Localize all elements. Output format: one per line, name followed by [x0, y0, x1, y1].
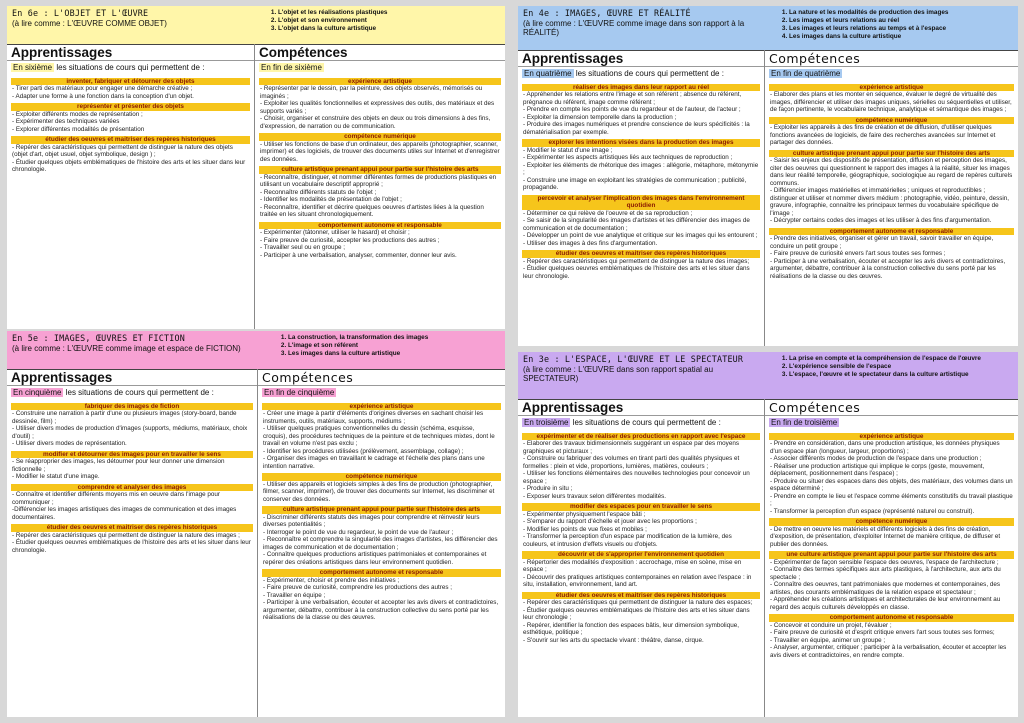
apprentissages-sections: [518, 433, 764, 645]
apprentissages-lead: [518, 67, 764, 81]
themes-list: [763, 352, 1018, 379]
theme-item: 3. L'espace, l'œuvre et le spectateur dans la culture artistique: [789, 371, 1014, 379]
section-heading: réaliser des images dans leur rapport au réel: [522, 84, 760, 92]
competences-column: [765, 399, 1018, 717]
lead-text: les situations de cours qui permettent de :: [65, 388, 214, 397]
section: [769, 518, 1014, 548]
panel-title: En 3e : L'ESPACE, L'ŒUVRE ET LE SPECTATEUR: [523, 354, 744, 364]
level-highlight: En quatrième: [524, 69, 572, 78]
section-text: - Concevoir et conduire un projet, l'évaluer ; - Faire preuve de curiosité et d'esprit critique envers l'art sous toutes ses formes; - Travailler en équipe, animer un groupe ; - Analyser, argumenter, critiquer ; participer à la verbalisation, écouter et accepter les avis divers et contradictoires, en rendre compte.: [770, 621, 1007, 659]
level-highlight: En fin de troisième: [771, 418, 838, 427]
section-text: - Expérimenter (tâtonner, utiliser le hasard) et choisir ; - Faire preuve de curiosité, accepter les productions des autres ; - Travailler seul ou en groupe ; - Participer à une verbalisation, analyser, commenter, donner leur avis.: [260, 229, 457, 259]
section-heading: inventer, fabriquer et détourner des objets: [11, 78, 250, 86]
section: [11, 136, 250, 174]
apprentissages-heading: Apprentissages: [7, 44, 254, 61]
section: [522, 84, 760, 137]
apprentissages-column: [518, 50, 764, 346]
theme-item: 1. La nature et les modalités de production des images: [789, 9, 1014, 17]
panel-troisieme: [518, 352, 1018, 717]
competences-heading: Compétences: [258, 369, 505, 386]
apprentissages-column: [7, 44, 254, 329]
section: [769, 614, 1014, 659]
theme-item: 3. Les images et leurs relations au temps et à l'espace: [789, 25, 1014, 33]
section-text: - Repérer des caractéristiques qui permettent de distinguer la nature des espaces; - Étudier quelques oeuvres emblématiques de l'histoire des arts et les situer dans leur chronologie ; - Repérer, identifier la fonction des espaces bâtis, leur dimension symbolique, esthétique, politique ; - S'ouvrir sur les arts du spectacle vivant : théâtre, danse, cirque.: [523, 599, 753, 644]
section: [11, 78, 250, 101]
section-text: - Expérimenter de façon sensible l'espace des oeuvres, l'espace de l'architecture ; - Connaître des termes spécifiques aux arts plastiques, à l'architecture, aux arts du spectacle ; - Connaître des oeuvres, tant patrimoniales que modernes et contemporaines, des artistes, des courants emblématiques de la relation espace et spectateur ; - Appréhender les créations artistiques et architecturales de leur environnement au regard des acquis culturels développés en classe.: [770, 558, 1001, 611]
section: [769, 84, 1014, 114]
competences-heading: Compétences: [765, 50, 1018, 67]
apprentissages-lead: [518, 416, 764, 430]
section: [522, 195, 760, 248]
competences-sections: [765, 84, 1018, 281]
panel-subtitle: (à lire comme : L'ŒUVRE comme image dans son rapport à la RÉALITÉ): [523, 18, 745, 37]
competences-lead: [255, 61, 505, 75]
apprentissages-column: [518, 399, 764, 717]
section: [522, 551, 760, 589]
section-heading: culture artistique prenant appui pour partie sur l'histoire des arts: [259, 166, 501, 174]
competences-lead: [765, 67, 1018, 81]
section-heading: culture artistique prenant appui pour partie sur l'histoire des arts: [769, 150, 1014, 158]
section-text: - Elaborer des plans et les monter en séquence, évaluer le degré de virtualité des images, différencier et utiliser des images uniques, sérielles ou séquentielles et utiliser, de façon pertinente, le vocabulaire technique, analytique et sémantique des images ;: [770, 91, 1012, 114]
panel-subtitle: (à lire comme : L'ŒUVRE comme image et espace de FICTION): [12, 343, 241, 353]
section-text: - Elaborer des travaux bidimensionnels suggérant un espace par des moyens graphiques et picturaux ; - Construire ou fabriquer des volumes en tirant parti des qualités physiques et formelles : plein et vide, proportions, lumières, matières, couleurs ; - Utiliser les fonctions élémentaires des nouvelles technologies pour concevoir un espace ; - Produire in situ ; - Exposer leurs travaux selon différentes modalités.: [523, 440, 750, 500]
competences-column: [258, 369, 505, 717]
section-heading: culture artistique prenant appui pour partie sur l'histoire des arts: [262, 506, 501, 514]
apprentissages-column: [7, 369, 257, 717]
themes-list: [262, 331, 505, 358]
competences-column: [765, 50, 1018, 346]
section: [522, 433, 760, 501]
competences-heading: Compétences: [765, 399, 1018, 416]
section-heading: expérience artistique: [769, 84, 1014, 92]
section-heading: compétence numérique: [259, 133, 501, 141]
section-text: - Discriminer différents statuts des images pour comprendre et réinvestir leurs diverses potentialités ; - Interroger le point de vue du regardeur, le point de vue de l'auteur ; - Reconnaître et comprendre la singularité des images d'artistes, les différencier des images de communication et de documentation ; - Connaître quelques productions artistiques patrimoniales et contemporaines et repérer des créations artistiques dans leur environnement quotidien.: [263, 513, 498, 566]
section-text: - Repérer des caractéristiques qui permettent de distinguer la nature des objets (objet d'art, objet usuel, objet symbolique, design ) ; - Étudier quelques objets emblématiques de l'histoire des arts et les situer dans leur chronologie.: [12, 143, 246, 174]
section-text: - Utiliser les fonctions de base d'un ordinateur, des appareils (photographier, scanner, imprimer) et des logiciels, de trouver des documents utiles sur Internet et d'enregistrer des données.: [260, 140, 500, 163]
section-text: - Reconnaître, distinguer, et nommer différentes formes de productions plastiques en utilisant un vocabulaire descriptif approprié ; - Reconnaître différents statuts de l'objet ; - Identifier les modalités de présentation de l'objet ; - Reconnaître, identifier et décrire quelques oeuvres d'artistes liées à la question traitée en les situant chronologiquement.: [260, 173, 497, 219]
section: [259, 166, 501, 219]
level-highlight: En fin de sixième: [261, 63, 322, 72]
theme-item: 2. L'objet et son environnement: [278, 17, 501, 25]
section: [262, 473, 501, 503]
section: [522, 592, 760, 645]
section: [522, 139, 760, 192]
section-heading: comportement autonome et responsable: [262, 569, 501, 577]
apprentissages-lead: [7, 386, 257, 400]
competences-sections: [765, 433, 1018, 660]
competences-heading: Compétences: [255, 44, 505, 61]
section: [259, 133, 501, 163]
themes-list: [252, 6, 505, 33]
competences-column: [255, 44, 505, 329]
themes-list: [763, 6, 1018, 41]
theme-item: 2. Les images et leurs relations au réel: [789, 17, 1014, 25]
section-text: - Construire une narration à partir d'une ou plusieurs images (story-board, bande dessinée, film) ; - Utiliser divers modes de production d'images (supports, médiums, matériaux, choix d'outil) ; - Utiliser divers modes de représentation.: [12, 410, 248, 448]
panel-quatrieme: [518, 6, 1018, 346]
section-text: - Créer une image à partir d'éléments d'origines diverses en sachant choisir les instruments, outils, matériaux, supports, médiums ; - Utiliser quelques pratiques conventionnelles du dessin (schéma, esquisse, croquis), des procédures techniques de la peinture et de techniques mixtes, dont le travail en volume n'est pas exclu ; - Identifier les procédures utilisées (prélèvement, assemblage, collage) ; - Organiser des images en travaillant le cadrage et l'échelle des plans dans une intention narrative.: [263, 410, 495, 470]
section: [262, 506, 501, 566]
level-highlight: En sixième: [13, 63, 53, 72]
panel-header: [7, 6, 252, 44]
section-text: - Appréhender les relations entre l'image et son référent ; absence du référent, prégnance du référent, image comme référent ; - Prendre en compte les points de vue du regardeur et de l'auteur, de l'acteur ; - Exploiter la dimension temporelle dans la production ; - Produire des images numériques et prendre conscience de leurs spécificités : la dématérialisation par exemple.: [523, 91, 750, 136]
themes-box: [252, 6, 505, 44]
competences-sections: [258, 403, 505, 622]
section: [769, 433, 1014, 516]
section: [11, 403, 253, 448]
theme-item: 1. L'objet et les réalisations plastiques: [278, 9, 501, 17]
section-heading: compétence numérique: [769, 117, 1014, 125]
panel-title: En 5e : IMAGES, ŒUVRES ET FICTION: [12, 333, 185, 343]
theme-item: 1. La construction, la transformation des images: [288, 334, 501, 342]
section-heading: compétence numérique: [262, 473, 501, 481]
section: [769, 551, 1014, 611]
section-text: - Exploiter les appareils à des fins de création et de diffusion, d'utiliser quelques fonctions avancées de logiciels, de faire des recherches avancées sur Internet et partager des données.: [770, 124, 996, 147]
level-highlight: En cinquième: [13, 388, 62, 397]
themes-box: [763, 6, 1018, 50]
section: [11, 103, 250, 133]
section-heading: comportement autonome et responsable: [769, 228, 1014, 236]
section-heading: étudier des oeuvres et maitriser des repères historiques: [11, 136, 250, 144]
section-text: - Expérimenter physiquement l'espace bâti ; - S'emparer du rapport d'échelle et jouer avec les proportions ; - Modifier les points de vue fixes et mobiles ; - Transformer la perception d'un espace par modification de la lumière, des couleurs, et intrusion d'effets visuels ou d'objets.: [523, 510, 732, 548]
apprentissages-sections: [7, 403, 257, 555]
section-text: - Exploiter différents modes de représentation ; - Expérimenter des techniques variées - Explorer différentes modalités de présentation: [12, 110, 145, 133]
panel-cinquieme: [7, 331, 505, 717]
section: [262, 569, 501, 622]
theme-item: 1. La prise en compte et la compréhension de l'espace de l'œuvre: [789, 355, 1014, 363]
level-highlight: En fin de cinquième: [264, 388, 335, 397]
section-text: - Déterminer ce qui relève de l'oeuvre et de sa reproduction ; - Se saisir de la singularité des images d'artistes et les différencier des images de communication et de documentation ; - Développer un point de vue analytique et critique sur les images qui les entourent ; - Utiliser des images à des fins d'argumentation.: [523, 209, 758, 247]
section-heading: expérimenter et de réaliser des productions en rapport avec l'espace: [522, 433, 760, 441]
section-heading: découvrir et de s'approprier l'environnement quotidien: [522, 551, 760, 559]
section: [11, 524, 253, 554]
section-text: - Repérer des caractéristiques qui permettent de distinguer la nature des images ; - Étudier quelques oeuvres emblématiques de l'histoire des arts et les situer dans leur chronologie.: [12, 531, 251, 554]
section-heading: modifier et détourner des images pour en travailler le sens: [11, 451, 253, 459]
section-heading: étudier des oeuvres et maitriser des repères historiques: [522, 250, 760, 258]
panel-title: En 4e : IMAGES, ŒUVRE ET RÉALITÉ: [523, 8, 691, 18]
section-text: - Se réapproprier des images, les détourner pour leur donner une dimension fictionnelle ; - Modifier le statut d'une image.: [12, 458, 225, 481]
section-heading: comportement autonome et responsable: [259, 222, 501, 230]
section: [11, 451, 253, 481]
panel-header: [518, 6, 763, 50]
themes-box: [262, 331, 505, 369]
section: [769, 117, 1014, 147]
section-heading: représenter et présenter des objets: [11, 103, 250, 111]
level-highlight: En troisième: [524, 418, 569, 427]
section: [259, 78, 501, 131]
section-text: - Expérimenter, choisir et prendre des initiatives ; - Faire preuve de curiosité, comprendre les productions des autres ; - Travailler en équipe ; - Participer à une verbalisation, écouter et accepter les avis divers et contradictoires, argumenter, débattre, contribuer à la construction collective du sens porté par les réalisations de la classe ou des œuvres.: [263, 576, 499, 622]
section-heading: expérience artistique: [769, 433, 1014, 441]
section-text: - Tirer parti des matériaux pour engager une démarche créative ; - Adapter une forme à une fonction dans la conception d'un objet.: [12, 85, 194, 100]
lead-text: les situations de cours qui permettent de :: [575, 69, 724, 78]
section-heading: étudier des oeuvres et maitriser des repères historiques: [522, 592, 760, 600]
section-text: - Représenter par le dessin, par la peinture, des objets observés, mémorisés ou imaginés ; - Exploiter les qualités fonctionnelles et expressives des outils, des matériaux et des supports variés ; - Choisir, organiser et construire des objets en deux ou trois dimensions à des fins, d'expression, de narration ou de communication.: [260, 85, 495, 130]
section: [522, 503, 760, 548]
section-heading: étudier des oeuvres et maitriser des repères historiques: [11, 524, 253, 532]
apprentissages-heading: Apprentissages: [518, 399, 764, 416]
section: [262, 403, 501, 471]
competences-sections: [255, 78, 505, 260]
theme-item: 2. L'expérience sensible de l'espace: [789, 363, 1014, 371]
section-heading: modifier des espaces pour en travailler le sens: [522, 503, 760, 511]
section-heading: fabriquer des images de fiction: [11, 403, 253, 411]
theme-item: 2. L'image et son référent: [288, 342, 501, 350]
panel-sixieme: [7, 6, 505, 329]
section-text: - Connaître et identifier différents moyens mis en oeuvre dans l'image pour communiquer ; -Différencier les images artistiques des images de communication et des images documentaires.: [12, 491, 237, 521]
panel-subtitle: (à lire comme : L'ŒUVRE dans son rapport spatial au SPECTATEUR): [523, 364, 714, 383]
competences-lead: [258, 386, 505, 400]
level-highlight: En fin de quatrième: [771, 69, 841, 78]
section-text: - Prendre des initiatives, organiser et gérer un travail, savoir travailler en équipe, conduire un petit groupe ; - Faire preuve de curiosité envers l'art sous toutes ses formes ; - Participer à une verbalisation, écouter et accepter les avis divers et contradictoires, argumenter, débattre, contribuer à la construction collective du sens porté par les réalisations de la classe ou des œuvres.: [770, 235, 1006, 280]
section: [522, 250, 760, 280]
section-text: - Prendre en considération, dans une production artistique, les données physiques d'un espace plan (longueur, largeur, proportions) ; - Associer différents modes de production de l'espace dans une production ; - Réaliser une production artistique qui implique le corps (geste, mouvement, déplacement, positionnement dans l'espace) ; - Produire ou situer des espaces dans des objets, des matériaux, des volumes dans un espace déterminé ; - Prendre en compte le lieu et l'espace comme éléments constitutifs du travail plastique ; - Transformer la perception d'un espace (représenté naturel ou construit).: [770, 440, 1013, 515]
apprentissages-sections: [518, 84, 764, 281]
section: [769, 150, 1014, 225]
section-text: - Modifier le statut d'une image ; - Expérimenter les aspects artistiques liés aux techniques de reproduction ; - Exploiter les éléments de rhétorique des images : allégorie, métaphore, métonymie ; - Construire une image en exploitant les stratégies de communication ; publicité, propagande.: [523, 146, 759, 192]
section-heading: expérience artistique: [259, 78, 501, 86]
section-text: - Répertorier des modalités d'exposition : accrochage, mise en scène, mise en espace ; - Découvrir des pratiques artistiques contemporaines en relation avec l'espace : in situ, installation, environnement, land art.: [523, 558, 752, 589]
theme-item: 3. Les images dans la culture artistique: [288, 350, 501, 358]
apprentissages-heading: Apprentissages: [518, 50, 764, 67]
apprentissages-sections: [7, 78, 254, 174]
apprentissages-lead: [7, 61, 254, 75]
section-text: - Saisir les enjeux des dispositifs de présentation, diffusion et perception des images, citer des oeuvres qui questionnent le rapport des images à la réalité, situer les images dans leur réalité temporelle, géographique, sociologique au regard de repères culturels communs. - Différencier images matérielles et immatérielles ; uniques et reproductibles ; distinguer et utiliser et nommer divers médium : photographie, vidéo, peinture, dessin, gravure, infographie, connaître les principaux termes du vocabulaire spécifique de l'image ; - Décrypter certains codes des images et les utiliser à des fins d'argumentation.: [770, 157, 1013, 225]
section: [769, 228, 1014, 281]
section-heading: explorer les intentions visées dans la production des images: [522, 139, 760, 147]
section-text: - Utiliser des appareils et logiciels simples à des fins de production (photographier, filmer, scanner, imprimer), de trouver des documents sur Internet, les discriminer et conserver des données.: [263, 480, 495, 503]
theme-item: 4. Les images dans la culture artistique: [789, 33, 1014, 41]
section-heading: percevoir et analyser l'implication des images dans l'environnement quotidien: [522, 195, 760, 210]
section-heading: une culture artistique prenant appui pour partie sur l'histoire des arts: [769, 551, 1014, 559]
lead-text: les situations de cours qui permettent de :: [572, 418, 721, 427]
theme-item: 3. L'objet dans la culture artistique: [278, 25, 501, 33]
section-heading: comprendre et analyser des images: [11, 484, 253, 492]
lead-text: les situations de cours qui permettent de :: [56, 63, 205, 72]
panel-title: En 6e : L'OBJET ET L'ŒUVRE: [12, 8, 149, 18]
section-heading: compétence numérique: [769, 518, 1014, 526]
competences-lead: [765, 416, 1018, 430]
panel-header: [7, 331, 262, 369]
section: [259, 222, 501, 260]
panel-header: [518, 352, 763, 399]
panel-subtitle: (à lire comme : L'ŒUVRE COMME OBJET): [12, 18, 167, 28]
themes-box: [763, 352, 1018, 399]
apprentissages-heading: Apprentissages: [7, 369, 257, 386]
section-text: - De mettre en oeuvre les matériels et différents logiciels à des fins de création, d'exposition, de présentation, d'exploiter Internet de manière critique, de diffuser et publier des données.: [770, 525, 1001, 548]
section: [11, 484, 253, 522]
section-heading: comportement autonome et responsable: [769, 614, 1014, 622]
section-heading: expérience artistique: [262, 403, 501, 411]
section-text: - Repérer des caractéristiques qui permettent de distinguer la nature des images; - Étudier quelques oeuvres emblématiques de l'histoire des arts et les situer dans leur chronologie.: [523, 257, 750, 280]
